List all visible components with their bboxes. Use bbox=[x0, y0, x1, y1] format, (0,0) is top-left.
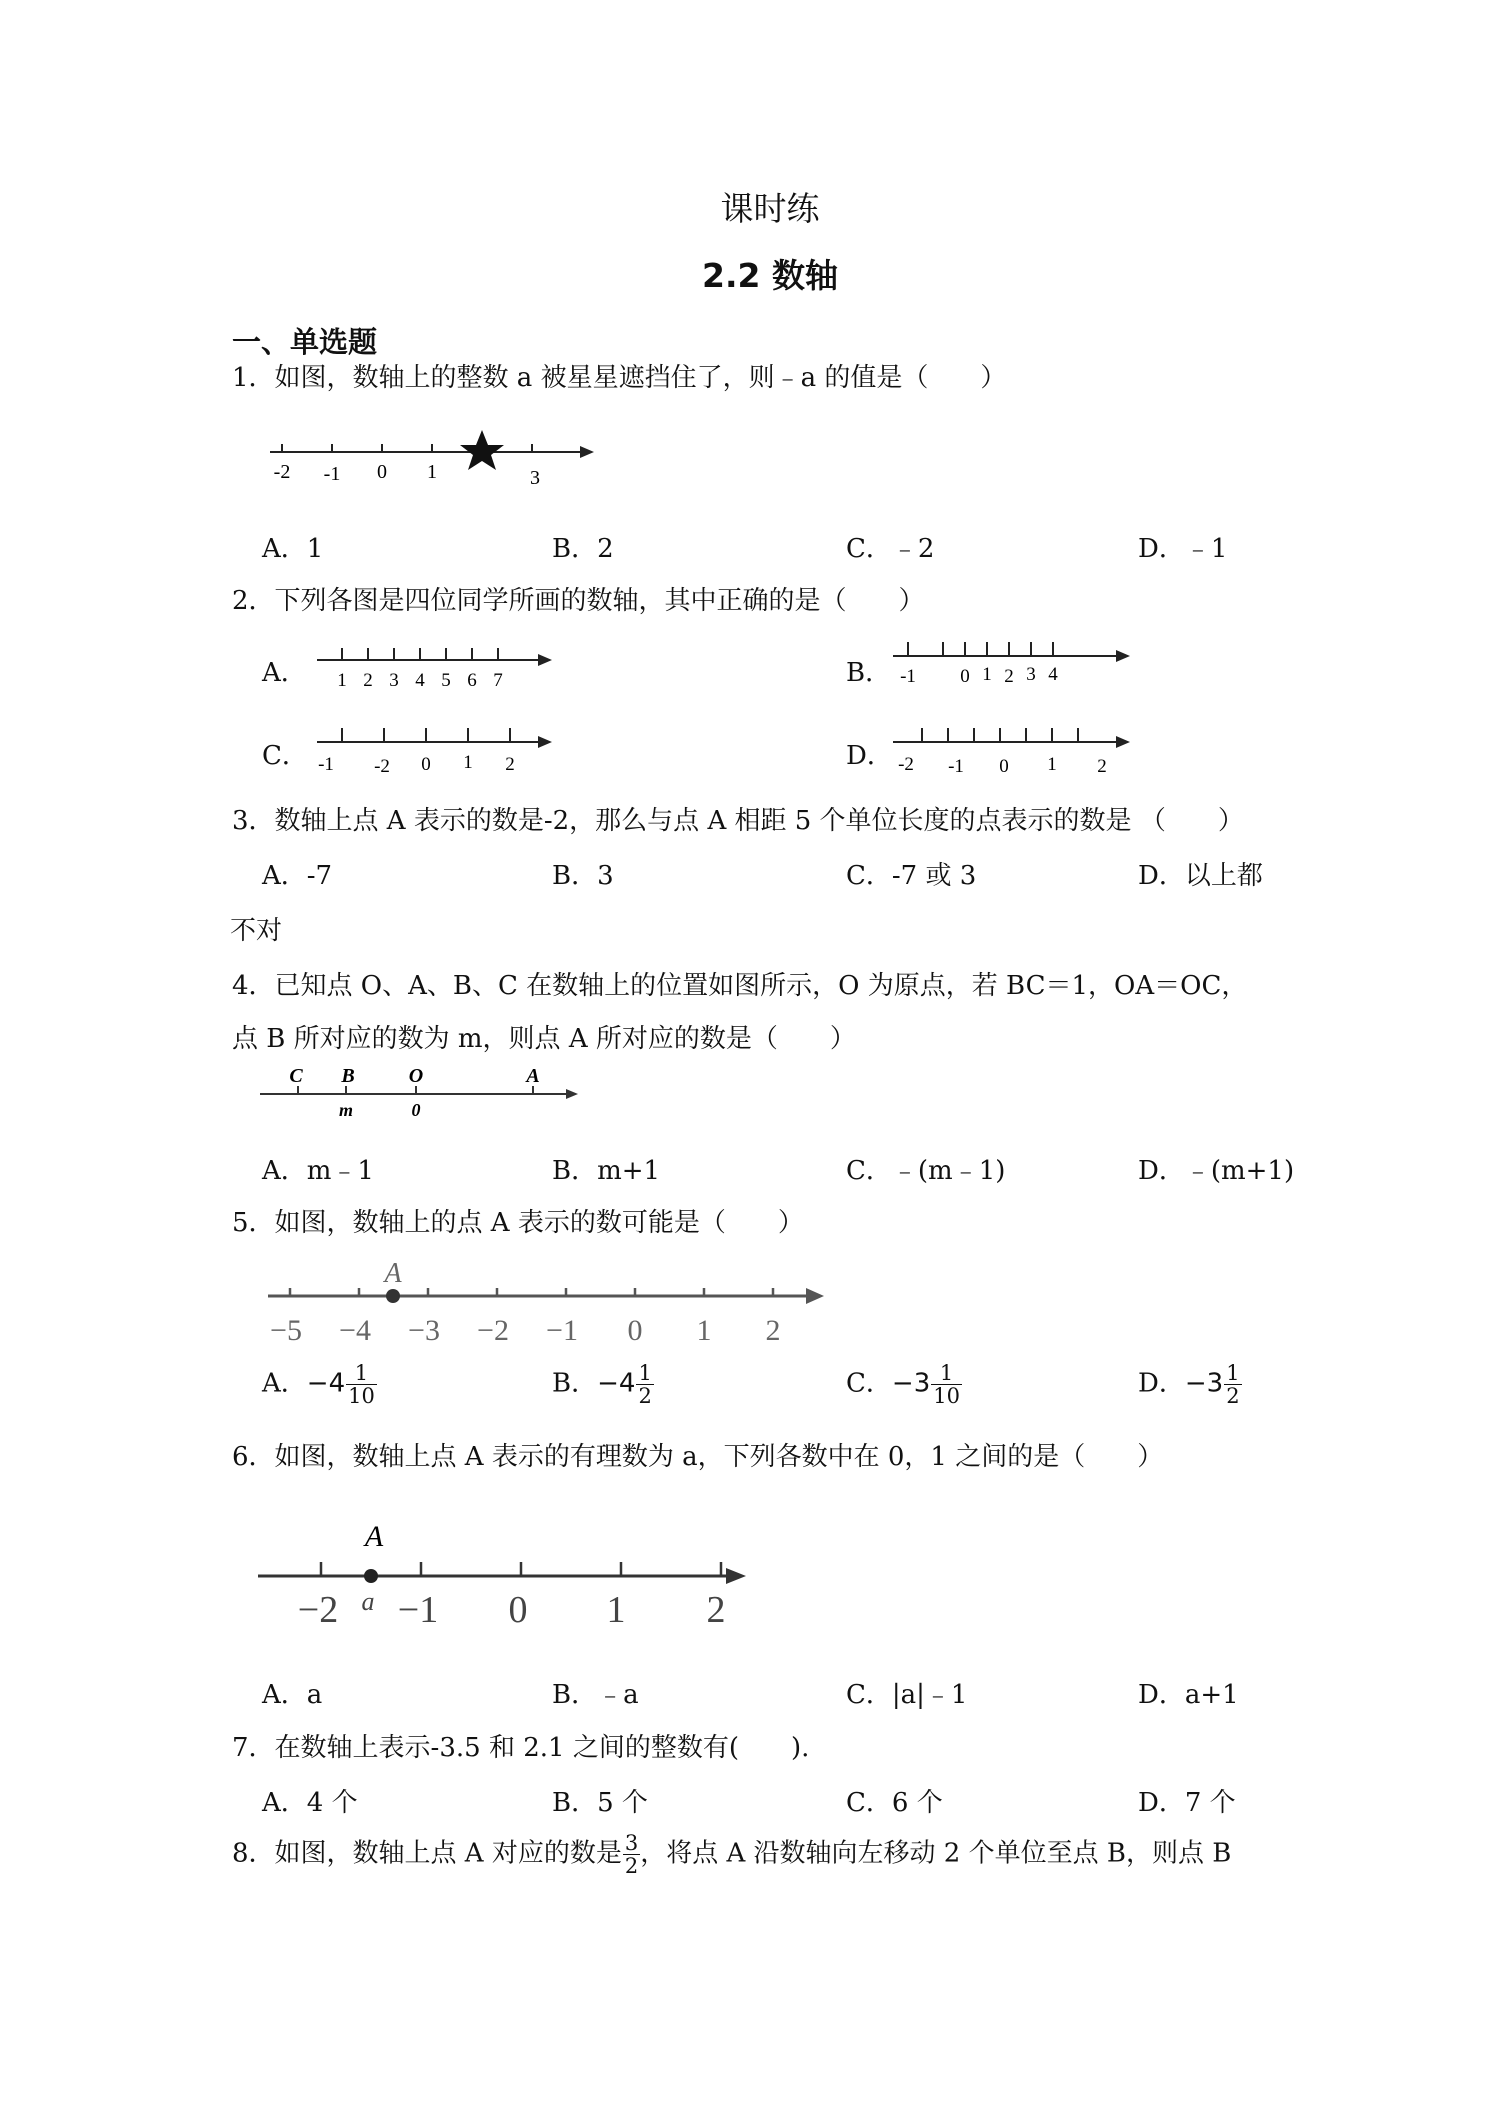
fraction-numerator: 1 bbox=[638, 1361, 652, 1385]
question-8-stem-end: ，将点 A 沿数轴向左移动 2 个单位至点 B，则点 B bbox=[640, 1838, 1232, 1869]
tick-label: 1 bbox=[982, 664, 992, 685]
question-7-option-c[interactable]: C．6 个 bbox=[846, 1788, 943, 1818]
tick-label: 3 bbox=[389, 670, 399, 691]
point-label: C bbox=[289, 1065, 303, 1087]
question-3-option-b[interactable]: B．3 bbox=[552, 861, 614, 891]
fraction-denominator: 10 bbox=[933, 1384, 960, 1409]
tick-label: −1 bbox=[397, 1589, 439, 1631]
tick-label: 2 bbox=[706, 1589, 726, 1631]
question-6-number-line bbox=[256, 1504, 756, 1644]
tick-label: 1 bbox=[1047, 754, 1057, 775]
question-3-option-a[interactable]: A．-7 bbox=[262, 861, 333, 891]
fraction-denominator: 2 bbox=[624, 1854, 639, 1879]
fraction bbox=[931, 1362, 962, 1407]
question-4-option-a[interactable]: A．m﹣1 bbox=[262, 1156, 374, 1186]
question-2-stem: 2．下列各图是四位同学所画的数轴，其中正确的是（ ） bbox=[232, 586, 925, 616]
tick-label: −3 bbox=[408, 1314, 440, 1347]
question-1-option-c[interactable]: C．﹣2 bbox=[846, 534, 935, 564]
tick-label: 2 bbox=[765, 1314, 781, 1347]
question-7-option-b[interactable]: B．5 个 bbox=[552, 1788, 648, 1818]
star-icon bbox=[460, 430, 504, 470]
tick-label: 3 bbox=[530, 467, 540, 489]
fraction-denominator: 2 bbox=[1226, 1384, 1240, 1409]
point-label: A bbox=[384, 1258, 402, 1289]
point-label: B bbox=[341, 1065, 355, 1087]
question-6-option-d[interactable]: D．a+1 bbox=[1138, 1680, 1239, 1710]
tick-label: 5 bbox=[441, 670, 451, 691]
question-2-axis-c bbox=[312, 718, 562, 778]
question-5-number-line bbox=[262, 1248, 832, 1348]
tick-label: 1 bbox=[427, 461, 437, 483]
tick-label: −2 bbox=[297, 1589, 339, 1631]
question-4-option-b[interactable]: B．m+1 bbox=[552, 1156, 661, 1186]
tick-label: -1 bbox=[900, 666, 916, 687]
tick-label: 0 bbox=[960, 666, 970, 687]
tick-label: 3 bbox=[1026, 664, 1036, 685]
question-6-option-c[interactable]: C．|a|﹣1 bbox=[846, 1680, 968, 1710]
question-3-option-d[interactable]: D．以上都 bbox=[1138, 861, 1263, 891]
question-1-number-line bbox=[262, 418, 602, 498]
question-1-stem: 1．如图，数轴上的整数 a 被星星遮挡住了，则﹣a 的值是（ ） bbox=[232, 363, 1007, 393]
question-2-axis-d bbox=[888, 718, 1138, 778]
tick-label: -2 bbox=[374, 756, 390, 777]
fraction-numerator: 1 bbox=[1226, 1361, 1240, 1385]
question-5-option-d[interactable] bbox=[1138, 1362, 1242, 1407]
point-value-label: 0 bbox=[411, 1100, 421, 1120]
point-a-marker bbox=[386, 1289, 400, 1303]
tick-label: -1 bbox=[318, 754, 334, 775]
tick-label: 1 bbox=[337, 670, 347, 691]
tick-label: -2 bbox=[273, 461, 291, 483]
question-2-option-a[interactable]: A． bbox=[262, 658, 307, 688]
fraction-denominator: 2 bbox=[638, 1384, 652, 1409]
question-4-option-c[interactable]: C．﹣(m﹣1) bbox=[846, 1156, 1006, 1186]
tick-label: 2 bbox=[1097, 756, 1107, 777]
section-heading: 一、单选题 bbox=[232, 325, 378, 359]
fraction-numerator: 1 bbox=[931, 1362, 962, 1385]
question-4-number-line bbox=[258, 1064, 588, 1134]
question-2-axis-a bbox=[312, 636, 562, 696]
question-2-option-b[interactable]: B． bbox=[846, 658, 892, 688]
fraction-numerator: 1 bbox=[346, 1362, 377, 1385]
mixed-number-whole: −3 bbox=[891, 1368, 931, 1399]
question-8-stem-start: 8．如图，数轴上点 A 对应的数是 bbox=[232, 1838, 622, 1869]
tick-label: 0 bbox=[421, 754, 431, 775]
tick-label: 4 bbox=[1048, 664, 1058, 685]
tick-label: −2 bbox=[477, 1314, 509, 1347]
tick-label: −1 bbox=[546, 1314, 578, 1347]
lesson-title: 2.2 数轴 bbox=[702, 256, 838, 295]
mixed-number-whole: −3 bbox=[1184, 1368, 1224, 1399]
fraction bbox=[636, 1362, 653, 1407]
option-label: D． bbox=[1138, 1368, 1185, 1399]
question-5-option-a[interactable] bbox=[262, 1362, 377, 1407]
question-4-stem-line-2: 点 B 所对应的数为 m，则点 A 所对应的数是（ ） bbox=[232, 1024, 856, 1054]
question-3-option-d-continuation: 不对 bbox=[230, 916, 283, 946]
tick-label: 0 bbox=[999, 756, 1009, 777]
question-3-option-c[interactable]: C．-7 或 3 bbox=[846, 861, 977, 891]
tick-label: -1 bbox=[323, 463, 341, 485]
page-title: 课时练 bbox=[720, 189, 820, 228]
tick-label: 6 bbox=[467, 670, 477, 691]
question-6-stem: 6．如图，数轴上点 A 表示的有理数为 a，下列各数中在 0，1 之间的是（ ） bbox=[232, 1442, 1164, 1472]
question-1-option-d[interactable]: D．﹣1 bbox=[1138, 534, 1228, 564]
tick-label: 1 bbox=[606, 1589, 626, 1631]
point-value-label: m bbox=[338, 1100, 354, 1120]
question-8-stem bbox=[232, 1832, 1231, 1877]
tick-label: 2 bbox=[363, 670, 373, 691]
fraction bbox=[623, 1832, 640, 1877]
point-label: A bbox=[364, 1520, 384, 1553]
fraction bbox=[346, 1362, 377, 1407]
question-6-option-b[interactable]: B．﹣a bbox=[552, 1680, 639, 1710]
tick-label: -2 bbox=[898, 754, 914, 775]
tick-label: −4 bbox=[339, 1314, 371, 1347]
point-label: A bbox=[526, 1065, 540, 1087]
tick-label: 2 bbox=[1004, 666, 1014, 687]
fraction-numerator: 3 bbox=[624, 1831, 639, 1855]
question-1-option-a[interactable]: A．1 bbox=[262, 534, 324, 564]
tick-label: 7 bbox=[493, 670, 503, 691]
tick-label: 1 bbox=[696, 1314, 712, 1347]
question-4-option-d[interactable]: D．﹣(m+1) bbox=[1138, 1156, 1295, 1186]
fraction-denominator: 10 bbox=[348, 1384, 375, 1409]
mixed-number-whole: −4 bbox=[597, 1368, 636, 1399]
question-3-stem: 3．数轴上点 A 表示的数是-2，那么与点 A 相距 5 个单位长度的点表示的数是 （ ） bbox=[232, 806, 1244, 836]
fraction bbox=[1224, 1362, 1241, 1407]
question-7-option-d[interactable]: D．7 个 bbox=[1138, 1788, 1236, 1818]
tick-label: -1 bbox=[948, 756, 964, 777]
tick-label: 0 bbox=[627, 1314, 643, 1347]
question-5-stem: 5．如图，数轴上的点 A 表示的数可能是（ ） bbox=[232, 1208, 804, 1238]
question-4-stem-line-1: 4．已知点 O、A、B、C 在数轴上的位置如图所示，O 为原点，若 BC＝1，OA＝OC， bbox=[232, 971, 1248, 1001]
question-7-option-a[interactable]: A．4 个 bbox=[262, 1788, 358, 1818]
point-label: O bbox=[408, 1065, 424, 1087]
question-5-option-c[interactable] bbox=[846, 1362, 962, 1407]
question-5-option-b[interactable] bbox=[552, 1362, 654, 1407]
tick-label: 4 bbox=[415, 670, 425, 691]
tick-label: −5 bbox=[270, 1314, 302, 1347]
question-7-stem: 7．在数轴上表示-3.5 和 2.1 之间的整数有( ). bbox=[232, 1733, 810, 1763]
option-label: A． bbox=[262, 1368, 307, 1399]
point-a-marker bbox=[364, 1569, 378, 1583]
point-value-label: a bbox=[361, 1587, 375, 1616]
tick-label: 2 bbox=[505, 754, 515, 775]
question-2-axis-b bbox=[888, 632, 1138, 692]
question-1-option-b[interactable]: B．2 bbox=[552, 534, 614, 564]
tick-label: 0 bbox=[377, 461, 387, 483]
question-6-option-a[interactable]: A．a bbox=[262, 1680, 323, 1710]
option-label: C． bbox=[846, 1368, 892, 1399]
tick-label: 1 bbox=[463, 752, 473, 773]
mixed-number-whole: −4 bbox=[306, 1368, 346, 1399]
question-2-option-c[interactable]: C． bbox=[262, 741, 308, 771]
option-label: B． bbox=[552, 1368, 598, 1399]
tick-label: 0 bbox=[508, 1589, 528, 1631]
question-2-option-d[interactable]: D． bbox=[846, 741, 893, 771]
